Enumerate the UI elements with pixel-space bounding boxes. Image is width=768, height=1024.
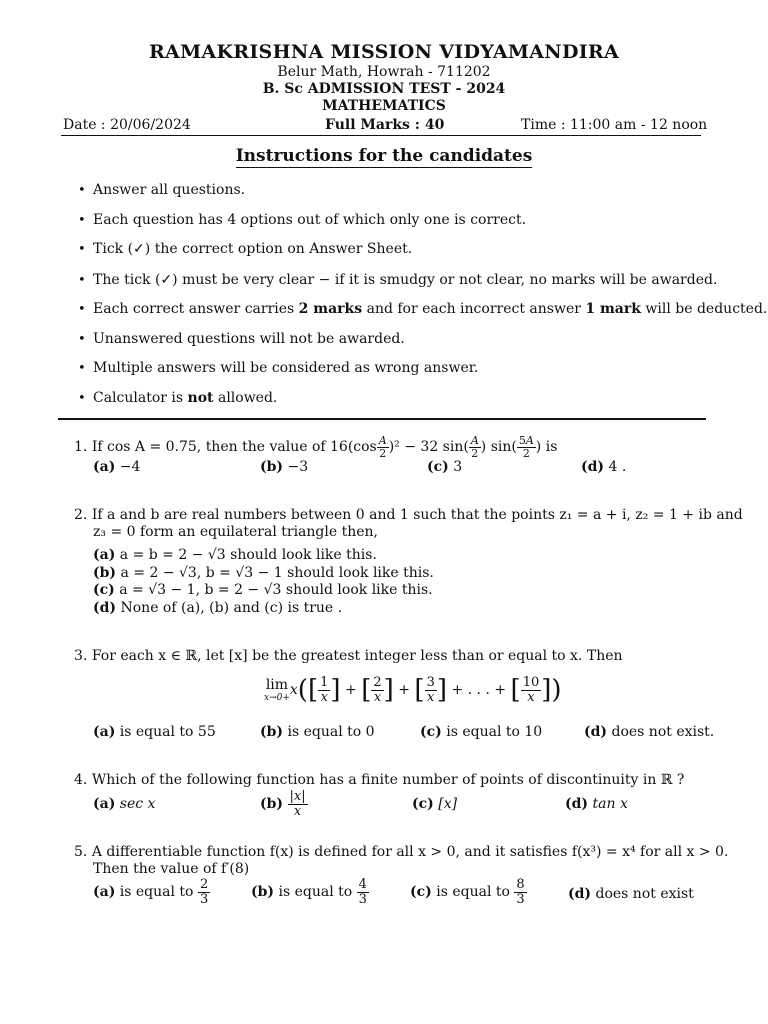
question-2-stem-line1: 2. If a and b are real numbers between 0 and 1 such that the points z₁ = a + i, z₂ = 1 + ib and (74, 507, 743, 523)
question-1-option-d[interactable]: (d) 4 . (581, 459, 627, 475)
question-4-option-a[interactable]: (a) sec x (93, 796, 156, 812)
instruction-item: • Tick (✓) the correct option on Answer Sheet. (78, 241, 413, 257)
question-3-option-d[interactable]: (d) does not exist. (584, 724, 715, 740)
question-2-option-a[interactable]: (a) a = b = 2 − √3 should look like this. (93, 547, 377, 563)
question-4-stem: 4. Which of the following function has a finite number of points of discontinuity in ℝ ? (74, 772, 685, 788)
question-5-stem-line1: 5. A differentiable function f(x) is defined for all x > 0, and it satisfies f(x³) = x⁴ for all x > 0. (74, 844, 729, 860)
question-2-stem-line2: z₃ = 0 form an equilateral triangle then, (93, 524, 378, 540)
question-3-option-a[interactable]: (a) is equal to 55 (93, 724, 216, 740)
section-divider (58, 418, 706, 420)
instruction-item: • The tick (✓) must be very clear − if it is smudgy or not clear, no marks will be awarded. (78, 272, 718, 288)
instructions-heading: Instructions for the candidates (235, 146, 533, 166)
full-marks: Full Marks : 40 (325, 117, 445, 133)
question-5-option-b[interactable]: (b) is equal to $\frac{4}{3}$ (251, 877, 367, 907)
instruction-item: • Answer all questions. (78, 182, 246, 198)
instruction-item: • Each question has 4 options out of which only one is correct. (78, 212, 527, 228)
institution-address: Belur Math, Howrah - 711202 (277, 64, 491, 80)
question-3-stem: 3. For each x ∈ ℝ, let [x] be the greatest integer less than or equal to x. Then (74, 648, 623, 664)
bullet-icon: • (78, 332, 86, 347)
question-4-option-d[interactable]: (d) tan x (565, 796, 628, 812)
instruction-item: • Multiple answers will be considered as wrong answer. (78, 360, 479, 376)
question-2-option-c[interactable]: (c) a = √3 − 1, b = 2 − √3 should look like this. (93, 582, 433, 598)
question-1-option-a[interactable]: (a) −4 (93, 459, 141, 475)
question-2-option-d[interactable]: (d) None of (a), (b) and (c) is true . (93, 600, 343, 616)
exam-date: Date : 20/06/2024 (63, 117, 191, 133)
question-1-option-c[interactable]: (c) 3 (427, 459, 463, 475)
bullet-icon: • (78, 361, 86, 376)
bullet-icon: • (78, 273, 86, 288)
instruction-item-marks: • Each correct answer carries 2 marks and for each incorrect answer 1 mark will be deducted. (78, 301, 768, 317)
question-2-option-b[interactable]: (b) a = 2 − √3, b = √3 − 1 should look like this. (93, 565, 434, 581)
question-5-stem-line2: Then the value of f′(8) (93, 861, 250, 877)
question-4-option-b[interactable]: (b) $\frac{|x|}{x}$ (260, 789, 306, 819)
question-5-option-d[interactable]: (d) does not exist (568, 886, 694, 902)
instruction-item-calculator: • Calculator is not allowed. (78, 390, 278, 406)
question-5-option-c[interactable]: (c) is equal to $\frac{8}{3}$ (410, 877, 525, 907)
question-3-option-b[interactable]: (b) is equal to 0 (260, 724, 375, 740)
question-3-option-c[interactable]: (c) is equal to 10 (420, 724, 543, 740)
instruction-item: • Unanswered questions will not be awarded. (78, 331, 405, 347)
question-4-option-c[interactable]: (c) [x] (412, 796, 458, 812)
institution-title: RAMAKRISHNA MISSION VIDYAMANDIRA (148, 41, 620, 63)
bullet-icon: • (78, 242, 86, 257)
question-3-limit-expression: lim x→0+ x([ $\frac{1}{x}$ ] + [ $\frac{2}{x}$ ] + [ $\frac{3}{x}$ ] + . . . + [ $\frac{10}{x}$ ]) (264, 674, 562, 705)
subject-name: MATHEMATICS (322, 98, 446, 114)
bullet-icon: • (78, 302, 86, 317)
exam-time: Time : 11:00 am - 12 noon (521, 117, 708, 133)
bullet-icon: • (78, 213, 86, 228)
question-5-option-a[interactable]: (a) is equal to $\frac{2}{3}$ (93, 877, 209, 907)
exam-name: B. Sc ADMISSION TEST - 2024 (262, 81, 506, 97)
question-1-stem: 1. If cos A = 0.75, then the value of 16(cos $\frac{A}{2}$ )² − 32 sin( $\frac{A}{2}$ ) sin( $\frac{5A}{2}$ ) is (74, 434, 558, 460)
question-1-option-b[interactable]: (b) −3 (260, 459, 309, 475)
bullet-icon: • (78, 183, 86, 198)
exam-meta-line (61, 117, 708, 136)
bullet-icon: • (78, 391, 86, 406)
